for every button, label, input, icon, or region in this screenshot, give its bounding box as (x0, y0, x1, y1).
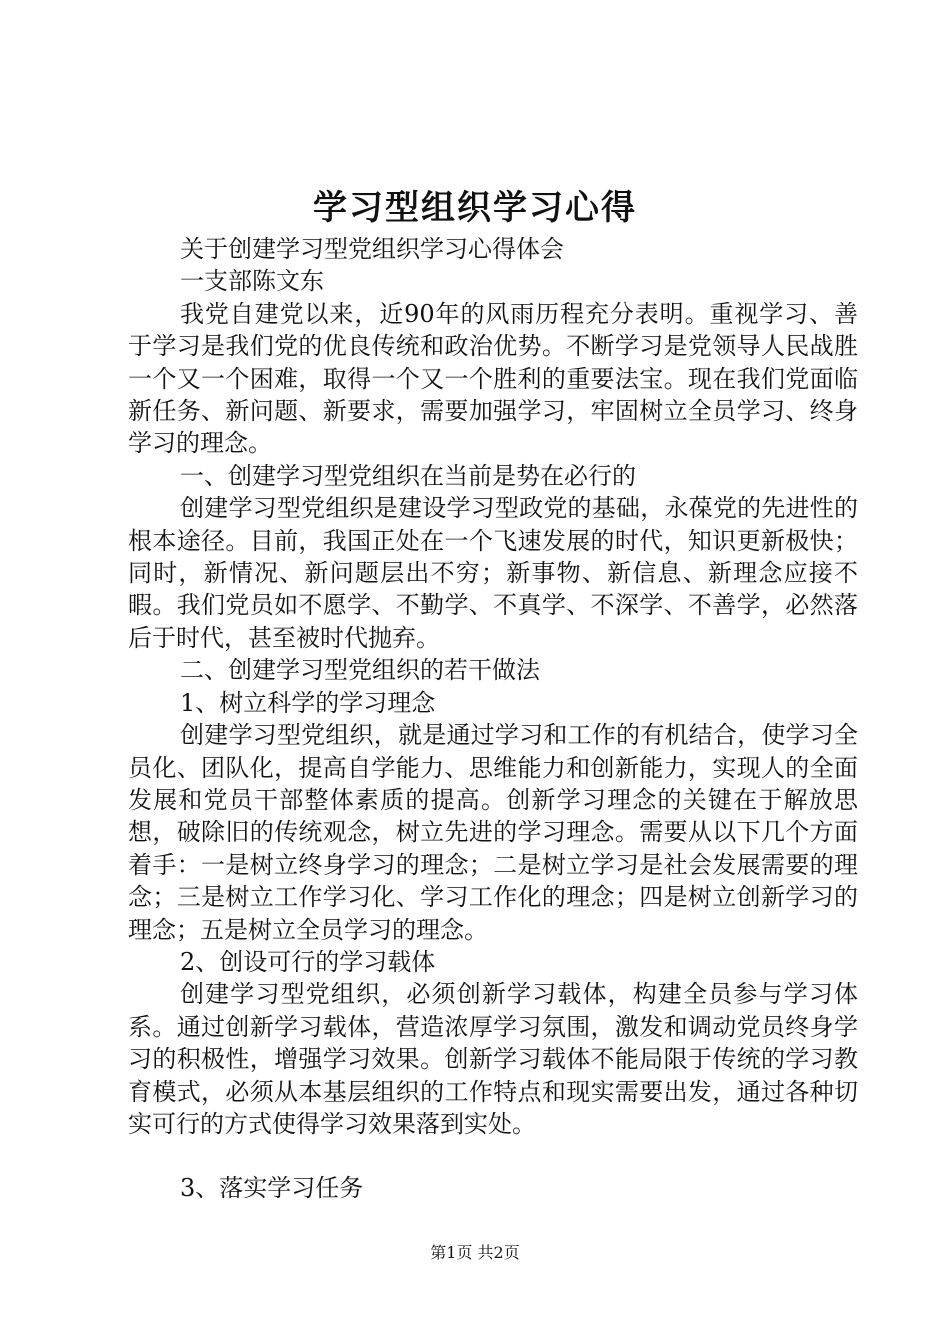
subsection-paragraph-2: 创建学习型党组织，必须创新学习载体，构建全员参与学习体系。通过创新学习载体，营造浓厚学习氛围，激发和调动党员终身学习的积极性，增强学习效果。创新学习载体不能局限于传统的学习教育模式，必须从本基层组织的工作特点和现实需要出发，通过各种切实可行的方式使得学习效果落到实处。 (128, 980, 858, 1138)
subsection-paragraph-1: 创建学习型党组织，就是通过学习和工作的有机结合，使学习全员化、团队化，提高自学能力、思维能力和创新能力，实现人的全面发展和党员干部整体素质的提高。创新学习理念的关键在于解放思想，破除旧的传统观念，树立先进的学习理念。需要从以下几个方面着手：一是树立终身学习的理念；二是树立学习是社会发展需要的理念；三是树立工作学习化、学习工作化的理念；四是树立创新学习的理念；五是树立全员学习的理念。 (128, 721, 858, 944)
subsection-heading-2: 2、创设可行的学习载体 (180, 947, 436, 976)
document-body (128, 233, 858, 1205)
author-paragraph: 一支部陈文东 (180, 267, 324, 296)
section-heading-2: 二、创建学习型党组织的若干做法 (180, 656, 540, 685)
subsection-heading-1: 1、树立科学的学习理念 (180, 688, 436, 717)
document-title: 学习型组织学习心得 (313, 188, 637, 228)
page-number-footer: 第1页 共2页 (430, 1243, 520, 1262)
intro-paragraph: 我党自建党以来，近90年的风雨历程充分表明。重视学习、善于学习是我们党的优良传统和政治优势。不断学习是党领导人民战胜一个又一个困难，取得一个又一个胜利的重要法宝。现在我们党面临新任务、新问题、新要求，需要加强学习，牢固树立全员学习、终身学习的理念。 (128, 299, 858, 458)
section-paragraph-1: 创建学习型党组织是建设学习型政党的基础，永葆党的先进性的根本途径。目前，我国正处在一个飞速发展的时代，知识更新极快；同时，新情况、新问题层出不穷；新事物、新信息、新理念应接不暇。我们党员如不愿学、不勤学、不真学、不深学、不善学，必然落后于时代，甚至被时代抛弃。 (128, 494, 858, 652)
subsection-heading-3: 3、落实学习任务 (180, 1174, 364, 1203)
subtitle-paragraph: 关于创建学习型党组织学习心得体会 (180, 235, 564, 263)
section-heading-1: 一、创建学习型党组织在当前是势在必行的 (180, 461, 636, 490)
